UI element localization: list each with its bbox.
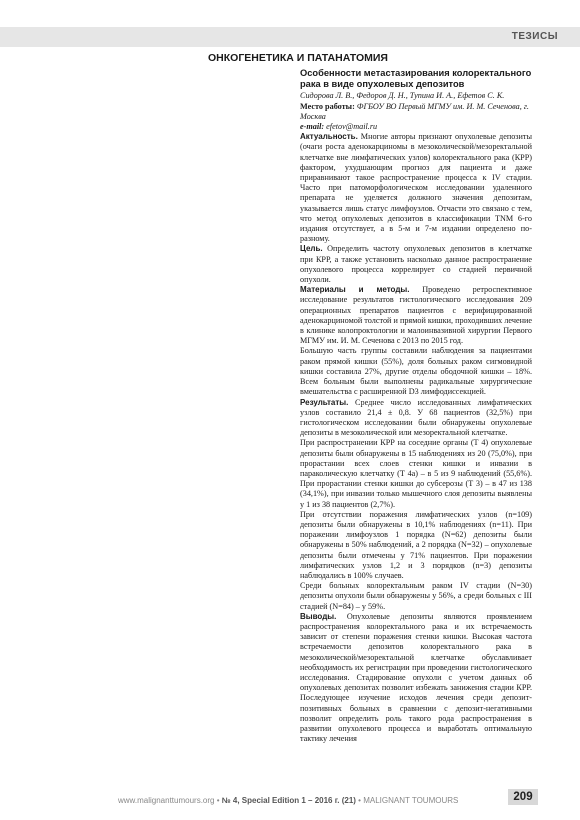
paragraph-methods	[300, 285, 532, 346]
paragraph-aim	[300, 244, 532, 285]
footer-separator: •	[216, 796, 220, 805]
paragraph-label: Выводы.	[300, 611, 337, 621]
section-tag: ТЕЗИСЫ	[511, 31, 558, 42]
paragraph-results-n-stage	[300, 510, 532, 581]
paragraph-label: Цель.	[300, 244, 323, 254]
paragraph-methods-cont	[300, 346, 532, 397]
paragraph-label: Материалы и методы.	[300, 285, 410, 295]
paragraph-text: Проведено ретроспективное исследование результатов гистологического исследования 209 операционных препаратов пациентов с верифицированной аденокарциномой толстой и прямой кишки, проходивших лечение в клинике колопроктологии и малоинвазивной хирургии Первого МГМУ им. И. М. Сеченова с 2013 по 2015 год.	[300, 285, 533, 346]
article-title: Особенности метастазирования колоректального рака в виде опухолевых депозитов	[300, 68, 532, 90]
paragraph-text: Большую часть группы составили наблюдения за пациентами раком прямой кишки (55%), доля больных раком сигмовидной кишки составила 27%, другие отделы ободочной кишки – 18%. Всем больным были выполнены радикальные хирургические вмешательства с расширенной D3 лимфодиссекцией.	[300, 346, 532, 397]
affiliation-label: Место работы:	[300, 101, 355, 111]
paragraph-results-t-stage	[300, 438, 532, 509]
paragraph-text: Многие авторы признают опухолевые депозиты (очаги роста аденокарциномы в мезоколической/мезоректальной клетчатке вне лимфатических узлов) колоректального рака (КРР) фактором, ухудшающим прогноз для пациента и даже приравнивают такое распространение процесса к IV стадии. Часто при патоморфологическом исследовании удаленного препарата не уделяется должного значения депозитам, указывается лишь статус лимфоузлов. Отчасти это связано с тем, что метод опухолевых депозитов в классификации TNM 6-го издания отсутствует, а в 5-м и 7-м издании определено по-разному.	[300, 132, 533, 244]
paragraph-conclusions	[300, 612, 532, 745]
paragraph-results-stage	[300, 581, 532, 612]
footer-journal: MALIGNANT TOUMOURS	[363, 796, 459, 805]
abstract-article	[300, 68, 532, 744]
affiliation-text: ФГБОУ ВО Первый МГМУ им. И. М. Сеченова, г. Москва	[300, 101, 529, 121]
paragraph-text: Среди больных колоректальным раком IV стадии (N=30) депозиты опухоли были обнаружены у 56%, а среди больных с III стадией (N=84) – у 59%.	[300, 581, 532, 611]
paragraph-label: Актуальность.	[300, 132, 358, 142]
email-label: e-mail:	[300, 122, 325, 132]
footer-separator: •	[358, 796, 361, 805]
paragraph-text: При распространении КРР на соседние органы (Т 4) опухолевые депозиты были обнаружены в 15 наблюдениях из 20 (75,0%), при прорастании всех слоев стенки кишки и инвазии в параколическую клетчатку (Т 4а) – в 5 из 9 наблюдений (55,6%). При прорастании стенки кишки до субсерозы (Т 3) – в 47 из 138 (34,1%), при инвазии только мышечного слоя депозиты выявлены у 1 из 38 пациентов (2,7%).	[300, 438, 532, 509]
paragraph-text: Опухолевые депозиты являются проявлением распространения колоректального рака и их встречаемость зависит от степени поражения стенки кишки. Высокая частота встречаемости депозитов колоректального рака в мезоколической/мезоректальной клетчатке обуславливает необходимость их регистрации при проведении гистологического исследования. Стадирование опухоли с учетом данных об опухолевых депозитах позволит избежать занижения стадии КРР. Последующее изучение исходов лечения среди депозит-позитивных больных в сравнении с депозит-негативными позволит определить роль такого рода распространения в развитии опухолевого процесса и выработать оптимальную тактику лечения	[300, 611, 532, 744]
paragraph-results	[300, 398, 532, 439]
section-title: ОНКОГЕНЕТИКА И ПАТАНАТОМИЯ	[208, 52, 388, 64]
header-bar	[0, 27, 580, 47]
footer-issue: № 4, Special Edition 1 – 2016 г. (21)	[221, 796, 356, 805]
page-number: 209	[508, 789, 538, 805]
email-line	[300, 122, 532, 132]
paragraph-text: Определить частоту опухолевых депозитов в клетчатке при КРР, а также установить насколько данное распространение опухолевого процесса коррелирует со стадией первичной опухоли.	[300, 244, 533, 285]
footer-text	[118, 796, 458, 805]
affiliation	[300, 102, 532, 122]
paragraph-label: Результаты.	[300, 397, 349, 407]
paragraph-text: Среднее число исследованных лимфатических узлов составило 21,4 ± 0,8. У 68 пациентов (32,5%) при гистологическом исследовании были обнаружены опухолевые депозиты в мезоколической или мезоректальной клетчатке.	[300, 397, 533, 438]
footer-site-link[interactable]: www.malignanttumours.org	[118, 796, 215, 805]
paragraph-text: При отсутствии поражения лимфатических узлов (n=109) депозиты были обнаружены в 10,1% наблюдениях (n=11). При поражении лимфоузлов 1 порядка (N=62) депозиты были обнаружены в 50% наблюдений, а 2 порядка (N=32) – опухолевые депозиты были отмечены у 71% пациентов. При поражении лимфатических узлов 1,2 и 3 порядков (n=3) депозиты наблюдались в 100% случаев.	[300, 509, 532, 580]
email-link[interactable]: efetov@mail.ru	[326, 122, 378, 132]
paragraph-relevance	[300, 132, 532, 244]
page-footer	[0, 786, 580, 808]
article-authors: Сидорова Л. В., Федоров Д. Н., Тупина И. А., Ефетов С. К.	[300, 91, 505, 101]
